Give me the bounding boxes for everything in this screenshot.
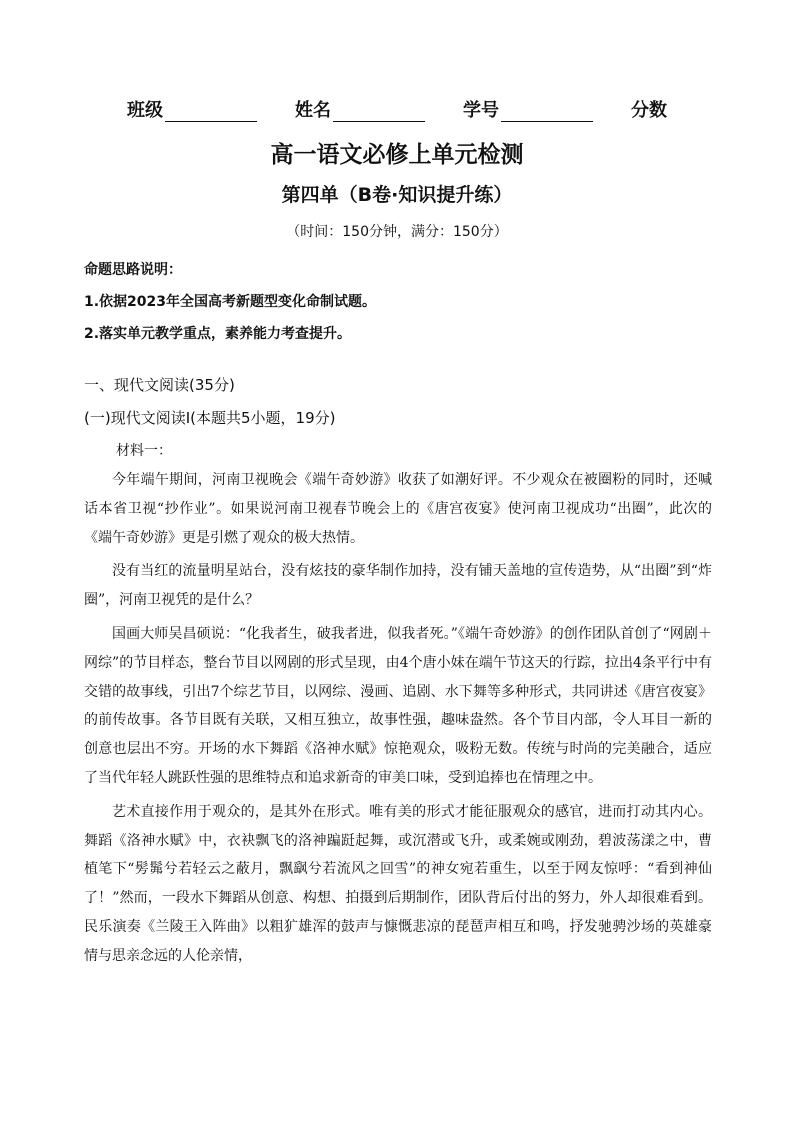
student-id-label: 学号 bbox=[463, 100, 499, 121]
student-id-blank[interactable] bbox=[501, 103, 593, 122]
passage-paragraph: 国画大师吴昌硕说：“化我者生，破我者进，似我者死。”《端午奇妙游》的创作团队首创了“网剧＋网综”的节目样态，整台节目以网剧的形式呈现，由4个唐小妹在端午节这天的行踪，拉出4条平行中有交错的故事线，引出7个综艺节目，以网综、漫画、追剧、水下舞等多种形式，共同讲述《唐宫夜宴》的前传故事。各节目既有关联，又相互独立，故事性强，趣味盎然。各个节目内部，令人耳目一新的创意也层出不穷。开场的水下舞蹈《洛神水赋》惊艳观众，吸粉无数。传统与时尚的完美融合，适应了当代年轻人跳跃性强的思维特点和追求新奇的审美口味，受到追捧也在情理之中。 bbox=[84, 625, 712, 786]
design-notes bbox=[84, 254, 714, 350]
student-id-field[interactable] bbox=[463, 96, 593, 122]
reading-passage bbox=[84, 466, 712, 971]
page-title: 高一语文必修上单元检测 bbox=[270, 142, 524, 168]
name-label: 姓名 bbox=[295, 100, 331, 121]
subsection-heading: (一)现代文阅读Ⅰ(本题共5小题，19分) bbox=[84, 409, 336, 427]
section-heading: 一、现代文阅读(35分) bbox=[84, 376, 235, 394]
score-field bbox=[631, 96, 667, 122]
name-blank[interactable] bbox=[333, 103, 425, 122]
time-score-info: （时间：150分钟，满分：150分） bbox=[286, 224, 508, 240]
name-field[interactable] bbox=[295, 96, 425, 122]
student-info-line bbox=[0, 96, 794, 122]
material-label: 材料一： bbox=[116, 443, 172, 459]
score-label: 分数 bbox=[631, 100, 667, 121]
class-blank[interactable] bbox=[165, 103, 257, 122]
design-note-item: 1.依据2023年全国高考新题型变化命制试题。 bbox=[84, 294, 377, 310]
passage-paragraph: 没有当红的流量明星站台，没有炫技的豪华制作加持，没有铺天盖地的宣传造势，从“出圈”到“炸圈”，河南卫视凭的是什么？ bbox=[84, 563, 712, 609]
passage-paragraph: 今年端午期间，河南卫视晚会《端午奇妙游》收获了如潮好评。不少观众在被圈粉的同时，还喊话本省卫视“抄作业”。如果说河南卫视春节晚会上的《唐宫夜宴》使河南卫视成功“出圈”，此次的《端午奇妙游》更是引燃了观众的极大热情。 bbox=[84, 472, 712, 546]
design-notes-heading: 命题思路说明： bbox=[84, 262, 182, 278]
design-note-item: 2.落实单元教学重点，素养能力考查提升。 bbox=[84, 326, 352, 342]
class-field[interactable] bbox=[127, 96, 257, 122]
passage-paragraph: 艺术直接作用于观众的，是其外在形式。唯有美的形式才能征服观众的感官，进而打动其内心。舞蹈《洛神水赋》中，衣袂飘飞的洛神蹁跹起舞，或沉潜或飞升，或柔婉或刚劲，碧波荡漾之中，曹植笔下“髣髴兮若轻云之蔽月，飘飖兮若流风之回雪”的神女宛若重生，以至于网友惊呼：“看到神仙了！”然而，一段水下舞蹈从创意、构想、拍摄到后期制作，团队背后付出的努力，外人却很难看到。民乐演奏《兰陵王入阵曲》以粗犷雄浑的鼓声与慷慨悲凉的琵琶声相互和鸣，抒发驰骋沙场的英雄豪情与思亲念远的人伦亲情， bbox=[84, 803, 712, 964]
unit-subtitle: 第四单（B卷·知识提升练） bbox=[281, 184, 513, 206]
class-label: 班级 bbox=[127, 100, 163, 121]
